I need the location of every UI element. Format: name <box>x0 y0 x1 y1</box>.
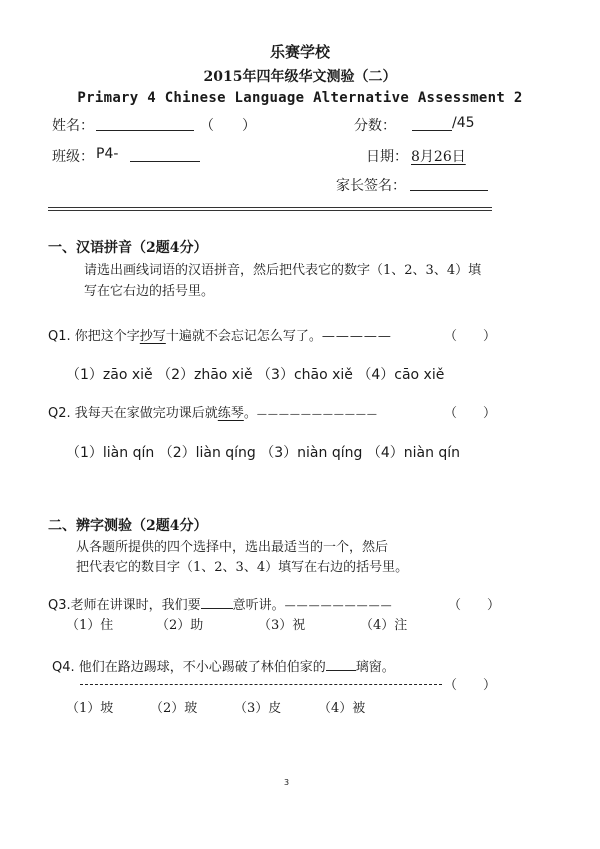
exam-title-english: Primary 4 Chinese Language Alternative Assessment 2 <box>77 90 523 106</box>
q1-dashes: ————— <box>321 329 392 344</box>
q1-text-before: 你把这个字 <box>74 329 140 344</box>
parent-signature-label: 家长签名： <box>336 178 406 194</box>
q3-dashes: ————————— <box>284 599 393 612</box>
q3-number: Q3. <box>48 598 71 613</box>
q1-text-after: 十遍就不会忘记怎么写了。 <box>165 329 322 344</box>
class-value: P4- <box>96 146 119 162</box>
score-label: 分数： <box>354 118 396 134</box>
q3-text-after: 意听讲。 <box>232 598 285 613</box>
q3-answer-bracket: （ ） <box>448 598 501 613</box>
q2-text-after: 。 <box>243 406 257 421</box>
q1-answer-bracket: （ ） <box>444 329 497 344</box>
section1-instruction-line2: 写在它右边的括号里。 <box>84 284 215 299</box>
section2-title: 二、辨字测验（2题4分） <box>48 518 208 534</box>
section1-instruction-line1: 请选出画线词语的汉语拼音，然后把代表它的数字（1、2、3、4）填 <box>84 263 482 278</box>
q3-question <box>48 594 393 613</box>
class-label: 班级： <box>52 149 94 165</box>
section2-instruction-line1: 从各题所提供的四个选择中，选出最适当的一个，然后 <box>76 540 389 555</box>
date-label: 日期： <box>366 149 408 165</box>
q2-answer-bracket: （ ） <box>444 406 497 421</box>
name-blank <box>96 130 194 131</box>
q2-options: （1）liàn qín （2）liàn qíng （3）niàn qíng （4）niàn qín <box>66 445 461 461</box>
name-paren: （ ） <box>200 118 256 134</box>
q4-text-before: 他们在路边踢球，不小心踢破了林伯伯家的 <box>78 660 326 675</box>
q1-number: Q1. <box>48 329 71 344</box>
q3-blank <box>201 594 233 609</box>
q3-option-1: （1）住 <box>66 618 114 633</box>
q1-options: （1）zāo xiě （2）zhāo xiě （3）chāo xiě （4）cāo xiě <box>66 367 445 383</box>
q4-option-4: （4）被 <box>318 701 366 716</box>
q3-text-before: 老师在讲课时，我们要 <box>70 598 201 613</box>
q4-answer-bracket: （ ） <box>444 678 497 693</box>
score-blank <box>412 130 452 131</box>
q4-text-after: 璃窗。 <box>355 660 395 675</box>
class-blank <box>130 161 200 162</box>
page-number: 3 <box>284 778 290 787</box>
q2-number: Q2. <box>48 406 71 421</box>
q4-option-2: （2）玻 <box>150 701 198 716</box>
date-value: 8月26日 <box>411 149 466 165</box>
q1-question <box>48 325 392 344</box>
q3-option-2: （2）助 <box>156 618 204 633</box>
q2-dashes: ——————————— <box>256 409 378 420</box>
section1-title: 一、汉语拼音（2题4分） <box>48 240 208 256</box>
q4-blank <box>326 656 356 671</box>
school-name: 乐赛学校 <box>269 43 330 61</box>
q4-question <box>52 656 395 675</box>
q4-option-1: （1）坡 <box>66 701 114 716</box>
q2-underlined-word: 练琴 <box>217 406 244 421</box>
q2-text-before: 我每天在家做完功课后就 <box>74 406 218 421</box>
q1-underlined-word: 抄写 <box>139 329 166 344</box>
q4-dash-line <box>80 684 442 685</box>
q4-number: Q4. <box>52 660 75 675</box>
double-divider <box>48 207 492 211</box>
name-label: 姓名： <box>52 118 94 134</box>
q3-option-3: （3）祝 <box>258 618 306 633</box>
q4-option-3: （3）皮 <box>234 701 282 716</box>
section2-instruction-line2: 把代表它的数目字（1、2、3、4）填写在右边的括号里。 <box>76 560 409 575</box>
exam-title: 2015年四年级华文测验（二） <box>203 69 397 85</box>
score-total: /45 <box>452 115 475 131</box>
q3-option-4: （4）注 <box>360 618 408 633</box>
q2-question <box>48 402 378 421</box>
parent-signature-blank <box>410 190 488 191</box>
